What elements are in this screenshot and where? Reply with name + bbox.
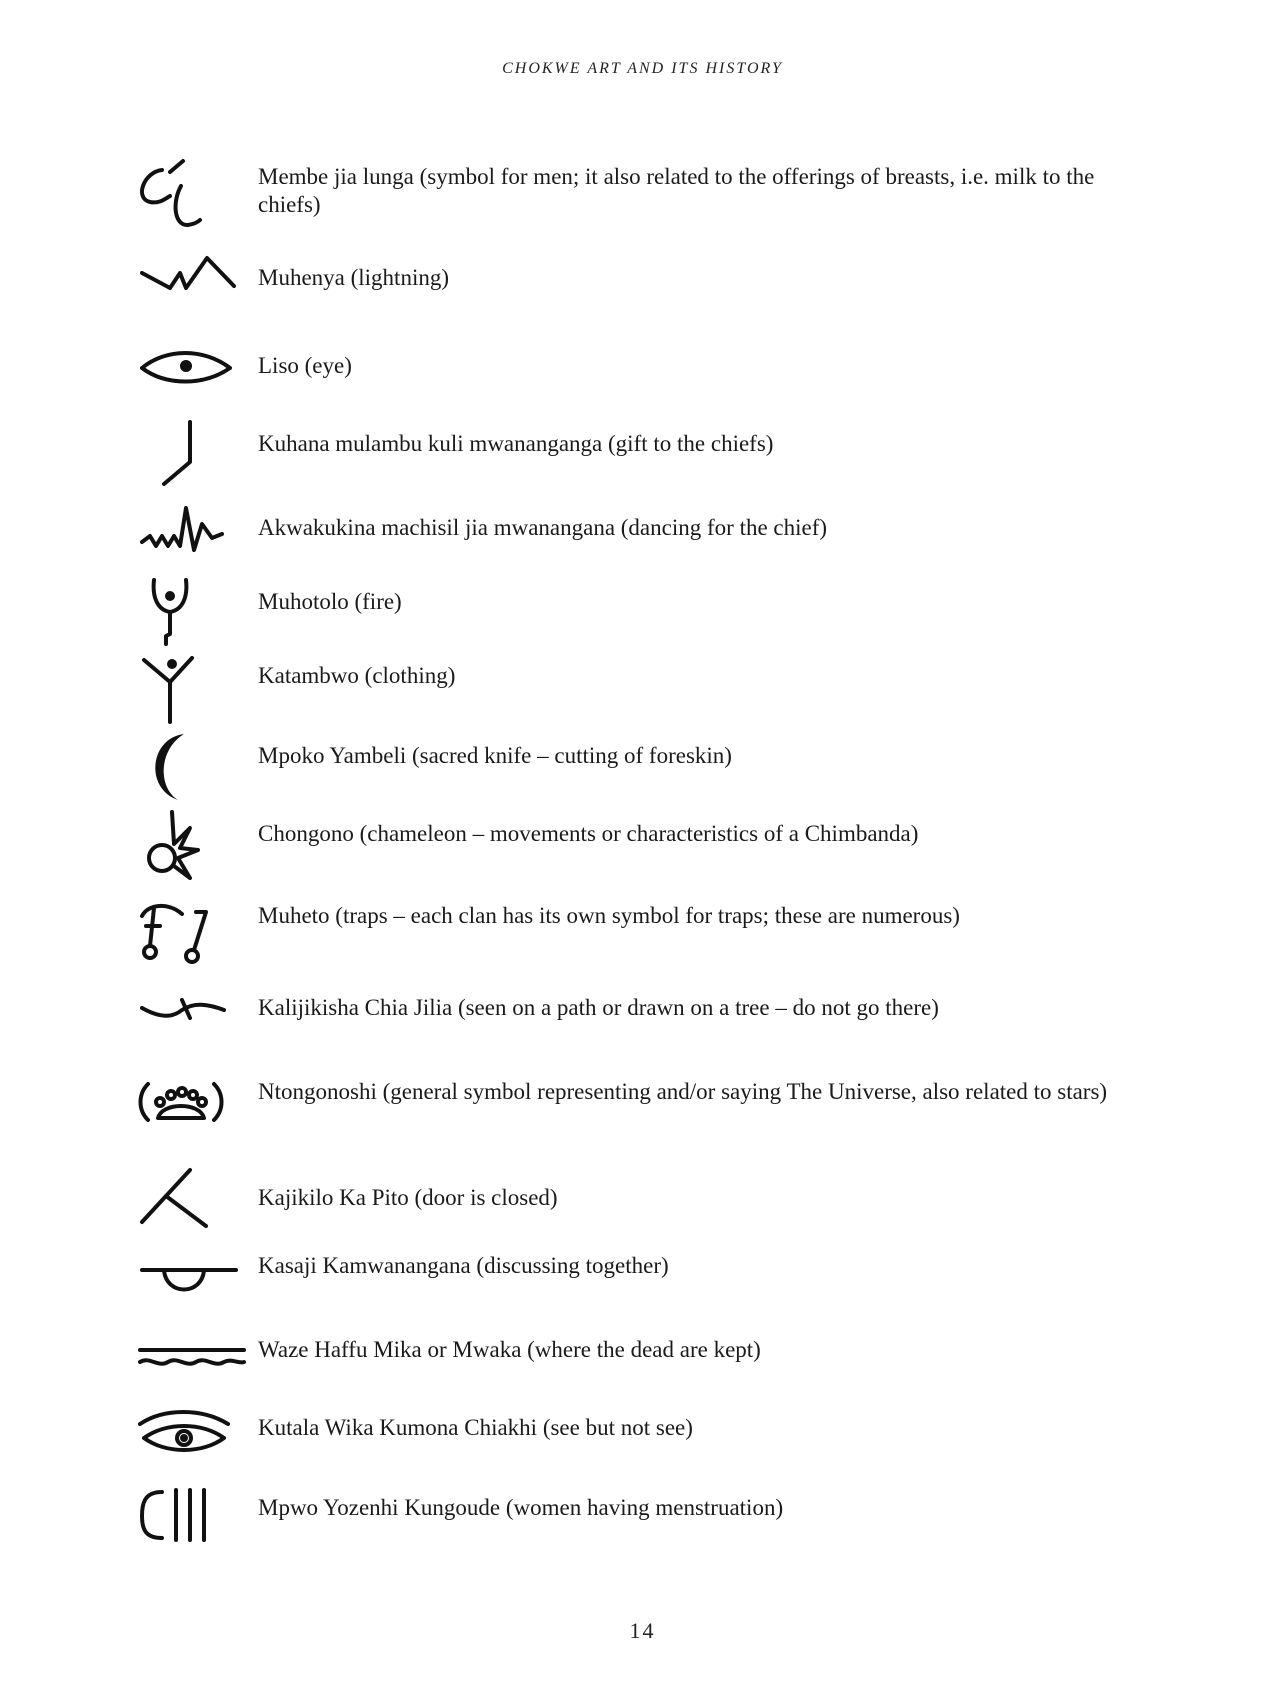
entry-text: Kutala Wika Kumona Chiakhi (see but not see): [258, 1415, 693, 1440]
crescent-icon: [136, 730, 246, 810]
bowl-line-icon: [136, 1240, 246, 1320]
entry-text: Membe jia lunga (symbol for men; it also related to the offerings of breasts, i.e. milk to the chiefs): [258, 164, 1095, 217]
entry-text: Mpwo Yozenhi Kungoude (women having menstruation): [258, 1495, 784, 1520]
entry-text: Muheto (traps – each clan has its own symbol for traps; these are numerous): [258, 903, 960, 928]
entry-text: Chongono (chameleon – movements or characteristics of a Chimbanda): [258, 821, 919, 846]
traps-icon: [136, 900, 246, 980]
eye-brow-icon: [136, 1400, 246, 1480]
clothing-figure-icon: [136, 652, 246, 732]
entry-text: Ntongonoshi (general symbol representing and/or saying The Universe, also related to stars): [258, 1079, 1108, 1104]
c-bars-icon: [136, 1480, 246, 1560]
entry-text: Liso (eye): [258, 353, 352, 378]
entry-text: Kalijikisha Chia Jilia (seen on a path or drawn on a tree – do not go there): [258, 995, 939, 1020]
closed-door-icon: [136, 1160, 246, 1240]
entry-text: Kajikilo Ka Pito (door is closed): [258, 1185, 558, 1210]
waves-icon: [136, 1322, 246, 1402]
page-number: 14: [629, 1618, 656, 1643]
eye-icon: [136, 328, 246, 408]
entry-text: Mpoko Yambeli (sacred knife – cutting of foreskin): [258, 743, 732, 768]
entry-text: Muhenya (lightning): [258, 265, 449, 290]
entry-text: Kuhana mulambu kuli mwananganga (gift to the chiefs): [258, 431, 774, 456]
bent-line-icon: [136, 418, 246, 498]
zigzag-dance-icon: [136, 502, 246, 582]
entry-text: Waze Haffu Mika or Mwaka (where the dead are kept): [258, 1337, 761, 1362]
crossed-path-icon: [136, 980, 246, 1060]
universe-icon: [136, 1062, 246, 1142]
entry-text: Kasaji Kamwanangana (discussing together): [258, 1253, 669, 1278]
lightning-icon: [136, 248, 246, 328]
hooks-icon: [136, 150, 246, 230]
fire-figure-icon: [136, 576, 246, 656]
entry-text: Katambwo (clothing): [258, 663, 456, 688]
entry-text: Akwakukina machisil jia mwanangana (dancing for the chief): [258, 515, 828, 540]
chameleon-sun-icon: [136, 810, 246, 890]
running-head: CHOKWE ART AND ITS HISTORY: [502, 60, 783, 77]
entry-text: Muhotolo (fire): [258, 589, 402, 614]
